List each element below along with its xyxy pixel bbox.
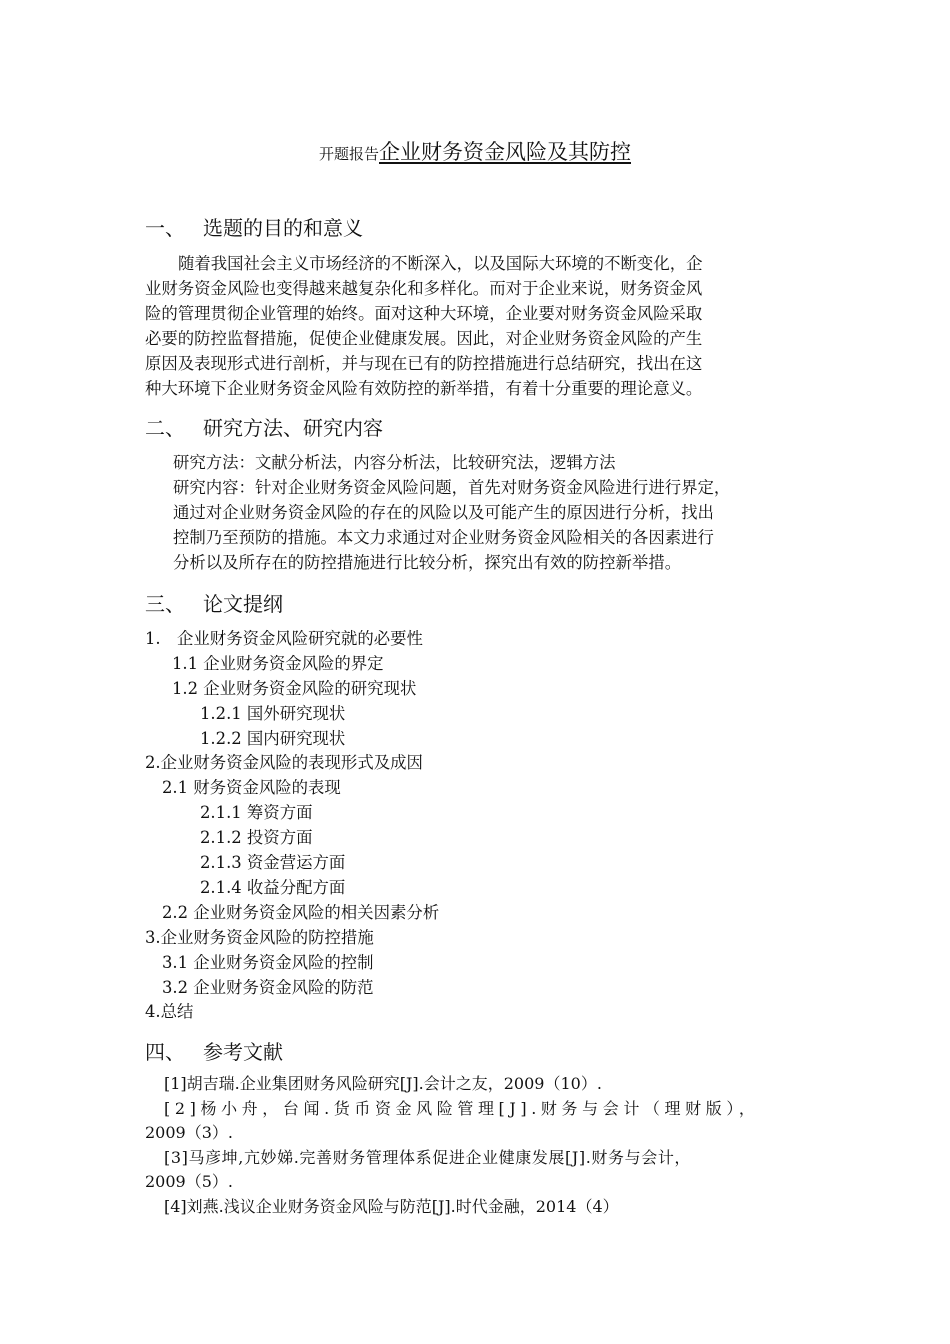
reference-list <box>145 1072 815 1219</box>
section-number: 四、 <box>145 1040 185 1064</box>
outline-item: 3.2 企业财务资金风险的防范 <box>162 978 374 997</box>
section-title: 选题的目的和意义 <box>203 216 363 240</box>
reference-item: [3]马彦坤,亢妙娣.完善财务管理体系促进企业健康发展[J].财务与会计， <box>164 1147 692 1167</box>
paragraph-line: 分析以及所存在的防控措施进行比较分析，探究出有效的防控新举措。 <box>173 553 682 572</box>
reference-item: [2]杨小舟，台闻.货币资金风险管理[J].财务与会计（理财版）， <box>164 1098 760 1118</box>
section-heading-4 <box>145 1036 283 1065</box>
outline-item: 2.企业财务资金风险的表现形式及成因 <box>145 753 423 772</box>
paragraph-line: 随着我国社会主义市场经济的不断深入，以及国际大环境的不断变化，企 <box>178 254 703 273</box>
paragraph-line: 原因及表现形式进行剖析，并与现在已有的防控措施进行总结研究，找出在这 <box>145 354 703 373</box>
section-title: 论文提纲 <box>203 592 283 616</box>
title-main: 企业财务资金风险及其防控 <box>379 140 631 164</box>
reference-item: [1]胡吉瑞.企业集团财务风险研究[J].会计之友，2009（10）. <box>164 1074 602 1093</box>
outline-item: 1.2 企业财务资金风险的研究现状 <box>172 679 417 698</box>
paragraph-line: 研究方法：文献分析法，内容分析法，比较研究法，逻辑方法 <box>173 453 616 472</box>
outline-item: 2.1.2 投资方面 <box>200 828 313 847</box>
section-2-paragraph <box>173 450 818 575</box>
outline-item: 2.1 财务资金风险的表现 <box>162 778 341 797</box>
section-heading-1 <box>145 212 363 241</box>
outline-item: 2.1.1 筹资方面 <box>200 803 313 822</box>
section-number: 三、 <box>145 592 185 616</box>
section-title: 研究方法、研究内容 <box>203 416 383 440</box>
section-number: 一、 <box>145 216 185 240</box>
outline-item: 2.1.4 收益分配方面 <box>200 878 346 897</box>
paragraph-line: 险的管理贯彻企业管理的始终。面对这种大环境，企业要对财务资金风险采取 <box>145 304 703 323</box>
outline-item: 2.1.3 资金营运方面 <box>200 853 346 872</box>
reference-item-continuation: 2009（3）. <box>145 1123 233 1142</box>
document-title <box>0 136 950 166</box>
outline-item: 2.2 企业财务资金风险的相关因素分析 <box>162 903 440 922</box>
paragraph-line: 业财务资金风险也变得越来越复杂化和多样化。而对于企业来说，财务资金风 <box>145 279 703 298</box>
outline-item: 1.2.2 国内研究现状 <box>200 729 346 748</box>
section-title: 参考文献 <box>203 1040 283 1064</box>
outline-item: 1.2.1 国外研究现状 <box>200 704 346 723</box>
paragraph-line: 通过对企业财务资金风险的存在的风险以及可能产生的原因进行分析，找出 <box>173 503 714 522</box>
outline-item: 4.总结 <box>145 1002 194 1021</box>
outline-item: 3.1 企业财务资金风险的控制 <box>162 953 374 972</box>
title-prefix: 开题报告 <box>318 145 379 163</box>
paragraph-line: 控制乃至预防的措施。本文力求通过对企业财务资金风险相关的各因素进行 <box>173 528 714 547</box>
section-1-paragraph <box>145 251 805 401</box>
section-number: 二、 <box>145 416 185 440</box>
outline-item: 1. 企业财务资金风险研究就的必要性 <box>145 629 423 648</box>
outline-item: 1.1 企业财务资金风险的界定 <box>172 654 384 673</box>
paragraph-line: 种大环境下企业财务资金风险有效防控的新举措，有着十分重要的理论意义。 <box>145 379 703 398</box>
outline-item: 3.企业财务资金风险的防控措施 <box>145 928 374 947</box>
reference-item: [4]刘燕.浅议企业财务资金风险与防范[J].时代金融，2014（4） <box>164 1196 619 1216</box>
paragraph-line: 必要的防控监督措施，促使企业健康发展。因此，对企业财务资金风险的产生 <box>145 329 703 348</box>
section-heading-3 <box>145 588 283 617</box>
reference-item-continuation: 2009（5）. <box>145 1172 233 1191</box>
paragraph-line: 研究内容：针对企业财务资金风险问题，首先对财务资金风险进行进行界定， <box>173 478 731 497</box>
section-heading-2 <box>145 412 383 441</box>
